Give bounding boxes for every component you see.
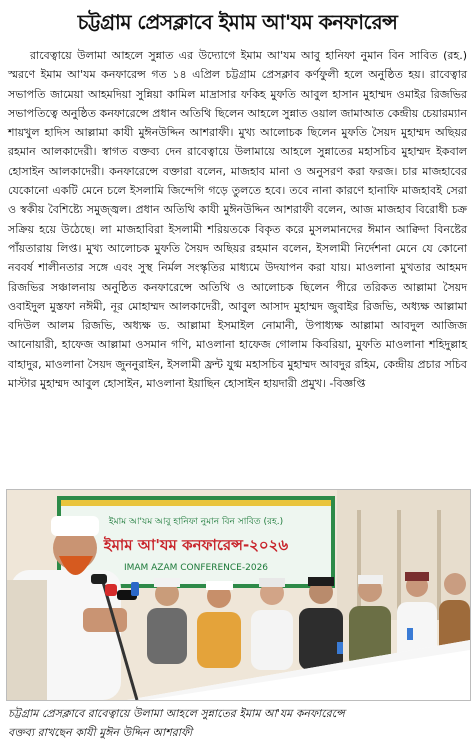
caption-line1: চট্টগ্রাম প্রেসক্লাবে রাবেত্বায়ে উলামা আহলে সুন্নাতের ইমাম আ'যম কনফারেন্সে xyxy=(8,707,345,720)
conference-photo-illustration xyxy=(7,490,470,700)
banner-line1: ইমাম আ'যম আবু হানিফা নুমান বিন সাবিত (রহ.) xyxy=(108,517,284,527)
banner-title: ইমাম আ'যম কনফারেন্স-২০২৬ xyxy=(103,536,289,554)
banner-english: IMAM AZAM CONFERENCE-2026 xyxy=(123,563,269,573)
caption-line2: বক্তব্য রাখছেন কাযী মুঈন উদ্দিন আশরাফী xyxy=(8,726,193,739)
event-photo xyxy=(6,489,471,701)
photo-caption xyxy=(8,704,468,742)
article-body xyxy=(8,46,467,393)
article-paragraph: রাবেত্বায়ে উলামা আহলে সুন্নাত এর উদ্যোগে ইমাম আ'যম আবু হানিফা নুমান বিন সাবিত (রহ.) স্মরণে ইমাম আ'যম কনফারেন্স গত ১৪ এপ্রিল চট্টগ্রাম প্রেসক্লাব কর্ণফুলী হলে অনুষ্ঠিত হয়। রাবেত্বার সভাপতি জামেয়া আহমদিয়া সুন্নিয়া কামিল মাদ্রাসার ফকিহ মুফতি আবুল হাসান মুহাম্মদ ওমাইর রিজভির সভাপতিত্বে অনুষ্ঠিত কনফারেন্সে প্রধান অতিথি ছিলেন আহলে সুন্নাত ওয়াল জামাআত কেন্দ্রীয় চেয়ারম্যান শায়খুল হাদিস আল্লামা কাযী মুঈনউদ্দিন আশরাফী। মুখ্য আলোচক ছিলেন মুফতি সৈয়দ মুহাম্মদ অছিয়র রহমান আলকাদেরী। স্বাগত বক্তব্য দেন রাবেত্বায়ে উলামায়ে আহলে সুন্নাতের মহাসচিব মুহাম্মদ ইকবাল হোসাইন আলকাদেরী। কনফারেন্সে বক্তারা বলেন, মাজহাব মানা ও অনুসরণ করা ফরজ। চার মাজহাবের যেকোনো একটি মেনে চলে ইসলামি জিন্দেগি গড়ে তুলতে হবে। তবে নানা কারণে হানাফি মাজহাবই সেরা ও স্বকীয় বৈশিষ্ট্যে সমুজ্জ্বল। প্রধান অতিথি কাযী মুঈনউদ্দিন আশরাফী বলেন, আজ মাজহাব বিরোধী চক্র সক্রিয় হয়ে উঠেছে। লা মাজহাবিরা ইসলামী শরিয়তকে বিকৃত করে মুসলমানদের ঈমান আক্বিদা বিনষ্টের পাঁয়তারায় লিপ্ত। মুখ্য আলোচক মুফতি সৈয়দ অছিয়র রহমান বলেন, ইসলামী নির্দেশনা মেনে যে কোনো নববর্ষ শালীনতার সঙ্গে এবং সুস্থ নির্মল সংস্কৃতির মাধ্যমে উদযাপন করা যায়। মাওলানা মুখতার আহমদ রিজভির সঞ্চালনায় অনুষ্ঠিত কনফারেন্সে অতিথি ও আলোচক ছিলেন পীরে তরিকত আল্লামা সৈয়দ ওবাইদুল মুস্তফা নঈমী, নূর মোহাম্মদ আলকাদেরী, আবুল আসাদ মুহাম্মদ জুবাইর রিজভি, অধ্যক্ষ আল্লামা বদিউল আলম রিজভি, অধ্যক্ষ ড. আল্লামা ইসমাইল নোমানী, উপাধ্যক্ষ আল্লামা আবদুল আজিজ আনোয়ারী, হাফেজ আল্লামা ওসমান গণি, মাওলানা হাফেজ গোলাম কিবরিয়া, মুফতি মাওলানা শহিদুল্লাহ বাহাদুর, মাওলানা সৈয়দ জুননুরাইন, ইসলামী ফ্রন্ট যুগ্ম মহাসচিব মুহাম্মদ আবদুর রহিম, কেন্দ্রীয় প্রচার সচিব মাস্টার মুহাম্মদ আবুল হোসাইন, মাওলানা ইয়াছিন হোসাইন হায়দারী প্রমুখ। -বিজ্ঞপ্তি xyxy=(8,49,467,391)
headline: চট্টগ্রাম প্রেসক্লাবে ইমাম আ'যম কনফারেন্স xyxy=(77,10,398,34)
